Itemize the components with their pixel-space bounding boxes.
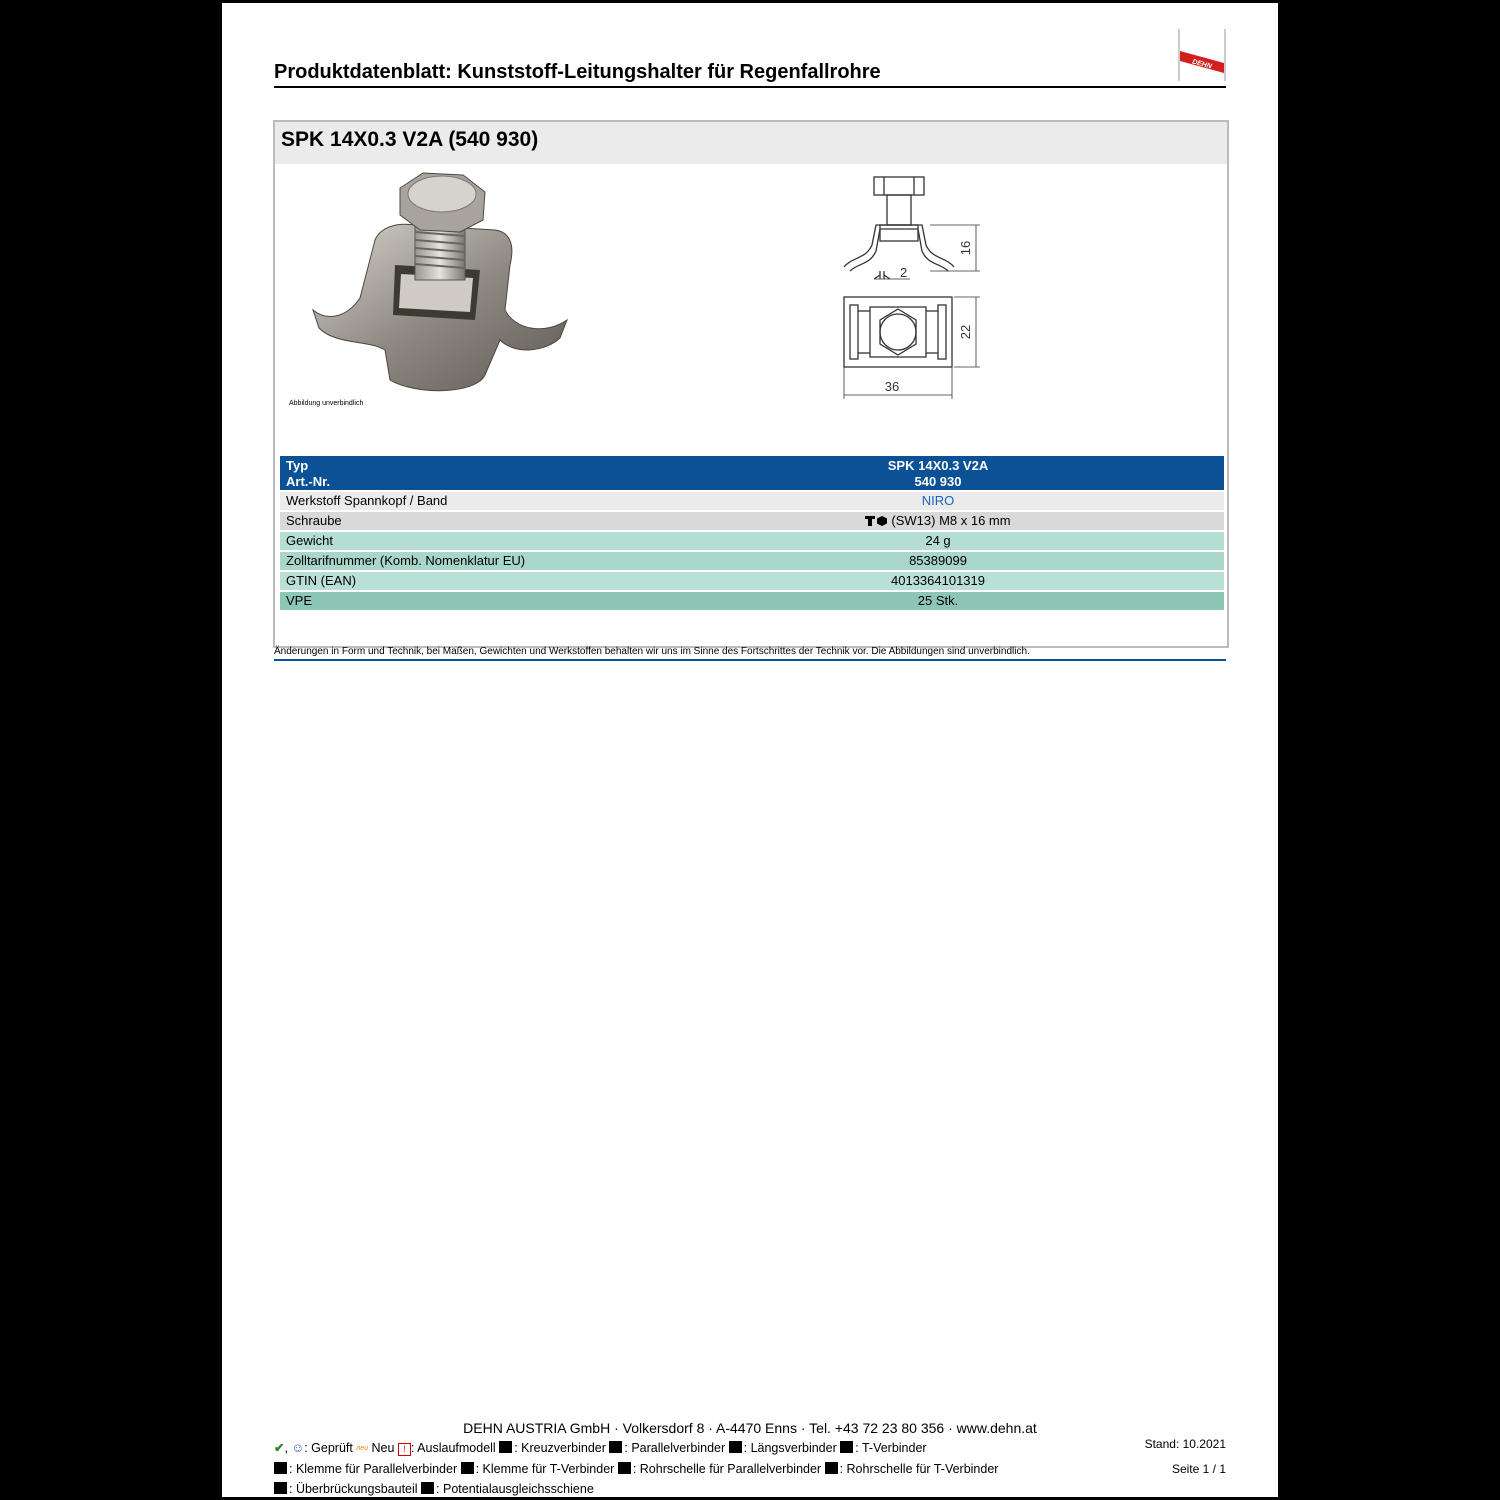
laengsverbinder-icon	[729, 1441, 742, 1453]
row-value	[280, 513, 1500, 528]
legend-ueber: : Überbrückungsbauteil	[289, 1482, 418, 1496]
product-photo	[305, 170, 575, 400]
product-title: SPK 14X0.3 V2A (540 930)	[281, 128, 539, 151]
row-value: 24 g	[925, 533, 951, 548]
datasheet-page	[222, 3, 1278, 1497]
dim-22-label: 22	[958, 324, 973, 340]
dim-36-label: 36	[884, 379, 900, 394]
legend-rohr-parallel: : Rohrschelle für Parallelverbinder	[632, 1462, 822, 1476]
table-row	[280, 512, 1224, 530]
check-icon: ✔	[274, 1441, 285, 1455]
header-key-artnr: Art.-Nr.	[286, 474, 331, 489]
exclamation-icon: !	[398, 1443, 411, 1456]
row-key: GTIN (EAN)	[286, 573, 357, 588]
legend-rohr-t: : Rohrschelle für T-Verbinder	[839, 1462, 999, 1476]
legend-laengs: : Längsverbinder	[743, 1441, 837, 1455]
row-value: 25 Stk.	[917, 593, 959, 608]
row-key: Zolltarifnummer (Komb. Nomenklatur EU)	[286, 553, 526, 568]
row-key: Werkstoff Spannkopf / Band	[286, 493, 448, 508]
row-value: 85389099	[909, 553, 967, 568]
dehn-logo	[1177, 29, 1227, 81]
rohrschelle-t-icon	[825, 1462, 838, 1474]
legend-t: : T-Verbinder	[855, 1441, 927, 1455]
header-value-artnr: 540 930	[914, 474, 962, 489]
legend-line-1: ✔, ☺: Geprüft neu Neu ! : Auslaufmodell : Kreuzverbinder : Parallelverbinder : Längsverbinder : T-Verbinder	[274, 1441, 927, 1455]
parallelverbinder-icon	[609, 1441, 622, 1453]
document-title: Produktdatenblatt: Kunststoff-Leitungshalter für Regenfallrohre	[274, 61, 881, 83]
product-card-header	[275, 122, 1227, 164]
table-header	[280, 456, 1224, 490]
product-card	[273, 120, 1229, 648]
page-number: Seite 1 / 1	[1171, 1462, 1226, 1476]
row-key: Gewicht	[286, 533, 333, 548]
table-row	[280, 532, 1224, 550]
table-row	[280, 592, 1224, 610]
t-bolt-icon	[865, 514, 875, 524]
legend-potential: : Potentialausgleichsschiene	[436, 1482, 594, 1496]
hex-head-icon	[877, 514, 887, 524]
neu-badge-icon: neu	[356, 1445, 369, 1452]
legend-gepruft: : Geprüft	[304, 1441, 353, 1455]
ueberbrueckung-icon	[274, 1482, 287, 1494]
image-caption: Abbildung unverbindlich	[289, 400, 364, 407]
table-row	[280, 572, 1224, 590]
row-value: 4013364101319	[891, 573, 985, 588]
footer-address: DEHN AUSTRIA GmbH · Volkersdorf 8 · A-4470 Enns · Tel. +43 72 23 80 356 · www.dehn.at	[463, 1420, 1037, 1436]
row-key: VPE	[286, 593, 313, 608]
legend-neu: Neu	[371, 1441, 395, 1455]
dim-2-label: 2	[900, 265, 908, 280]
table-row	[280, 552, 1224, 570]
stand-date: Stand: 10.2021	[1144, 1437, 1226, 1451]
legend-klemme-parallel: : Klemme für Parallelverbinder	[289, 1462, 458, 1476]
disclaimer-rule	[274, 659, 1226, 661]
legend-kreuz: : Kreuzverbinder	[514, 1441, 606, 1455]
dim-16-label: 16	[958, 240, 973, 256]
row-value-text: (SW13) M8 x 16 mm	[891, 513, 1011, 528]
disclaimer: Änderungen in Form und Technik, bei Maßen, Gewichten und Werkstoffen behalten wir uns im Sinne des Fortschrittes der Technik vor. Die Abbildungen sind unverbindlich.	[274, 646, 1030, 657]
technical-drawing	[830, 167, 990, 407]
table-row	[280, 492, 1224, 510]
legend-klemme-t: : Klemme für T-Verbinder	[475, 1462, 615, 1476]
header-key-typ: Typ	[286, 458, 309, 473]
legend-line-2	[274, 1462, 998, 1476]
rohrschelle-parallel-icon	[618, 1462, 631, 1474]
klemme-parallel-icon	[274, 1462, 287, 1474]
kreuzverbinder-icon	[499, 1441, 512, 1453]
potentialausgleich-icon	[421, 1482, 434, 1494]
row-value: NIRO	[921, 493, 955, 508]
legend-auslauf: : Auslaufmodell	[410, 1441, 496, 1455]
legend-line-3	[274, 1482, 594, 1496]
logo-text: DEHN	[1191, 58, 1213, 71]
row-key: Schraube	[286, 513, 342, 528]
title-rule	[274, 86, 1226, 88]
legend-parallel: : Parallelverbinder	[624, 1441, 726, 1455]
spec-table	[280, 456, 1224, 610]
header-value-typ: SPK 14X0.3 V2A	[887, 458, 989, 473]
approval-icon: ☺	[291, 1441, 305, 1455]
t-verbinder-icon	[840, 1441, 853, 1453]
klemme-t-icon	[461, 1462, 474, 1474]
